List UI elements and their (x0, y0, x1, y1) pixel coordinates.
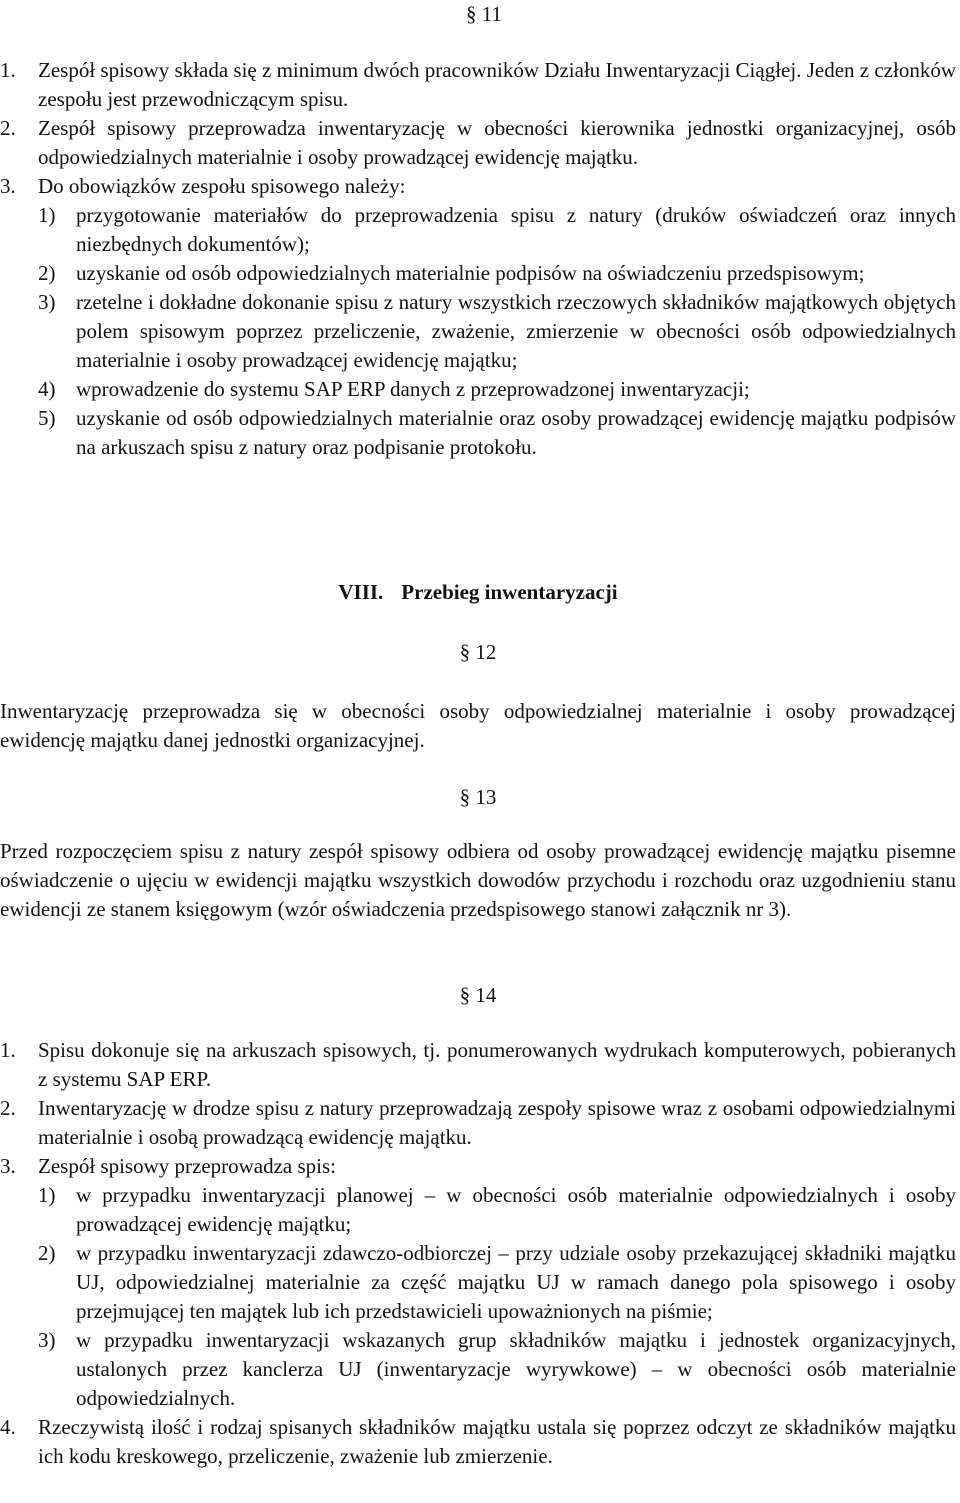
sublist-item-number: 3) (38, 290, 56, 314)
sublist-item-number: 1) (38, 203, 56, 227)
list-item-text: Zespół spisowy przeprowadza spis: (38, 1154, 337, 1178)
list-item (0, 1036, 956, 1094)
sublist-item-text: wprowadzenie do systemu SAP ERP danych z przeprowadzonej inwentaryzacji; (76, 377, 750, 401)
list-item-number: 2. (0, 116, 16, 140)
list-item-number: 3. (0, 174, 16, 198)
sublist-item (38, 288, 956, 375)
sublist (38, 201, 956, 462)
list-item-text: Zespół spisowy przeprowadza inwentaryzację w obecności kierownika jednostki organizacyjnej, osób odpowiedzialnych materialnie i osoby prowadzącej ewidencję majątku. (38, 116, 956, 169)
section-12-text: Inwentaryzację przeprowadza się w obecności osoby odpowiedzialnej materialnie i osoby prowadzącej ewidencję majątku danej jednostki organizacyjnej. (0, 699, 956, 752)
chapter-heading: Przebieg inwentaryzacji (401, 580, 618, 604)
list-item (0, 1094, 956, 1152)
list-item (0, 1413, 956, 1471)
section-14-heading: § 14 (459, 983, 497, 1007)
list-item-text: Zespół spisowy składa się z minimum dwóch pracowników Działu Inwentaryzacji Ciągłej. Jeden z członków zespołu jest przewodniczącym spisu. (38, 58, 956, 111)
section-13-text: Przed rozpoczęciem spisu z natury zespół spisowy odbiera od osoby prowadzącej ewidencję majątku pisemne oświadczenie o ujęciu w ewidencji majątku wszystkich dowodów przychodu i rozchodu oraz uzgodnieniu stanu ewidencji ze stanem księgowym (wzór oświadczenia przedspisowego stanowi załącznik nr 3). (0, 839, 956, 921)
sublist-item (38, 201, 956, 259)
list-item-text: Do obowiązków zespołu spisowego należy: (38, 174, 406, 198)
sublist-item-text: w przypadku inwentaryzacji zdawczo-odbiorczej – przy udziale osoby przekazującej składniki majątku UJ, odpowiedzialnej materialnie za część majątku UJ w ramach danego pola spisowego i osoby przejmującej ten majątek lub ich przedstawicieli upoważnionych na piśmie; (76, 1241, 956, 1323)
list-item-number: 1. (0, 1038, 16, 1062)
list-item-text: Rzeczywistą ilość i rodzaj spisanych składników majątku ustala się poprzez odczyt ze składników majątku ich kodu kreskowego, przeliczenie, zważenie lub zmierzenie. (38, 1415, 956, 1468)
section-14 (0, 1036, 956, 1471)
list-item (0, 172, 956, 201)
list-item-number: 2. (0, 1096, 16, 1120)
sublist-item (38, 1239, 956, 1326)
sublist-item (38, 259, 956, 288)
chapter-title (0, 578, 956, 607)
sublist-item (38, 375, 956, 404)
sublist (38, 1181, 956, 1413)
sublist-item-number: 5) (38, 406, 56, 430)
list-item (0, 56, 956, 114)
sublist-item-number: 1) (38, 1183, 56, 1207)
list-item-text: Inwentaryzację w drodze spisu z natury przeprowadzają zespoły spisowe wraz z osobami odpowiedzialnymi materialnie i osobą prowadzącą ewidencję majątku. (38, 1096, 956, 1149)
sublist-item-text: w przypadku inwentaryzacji wskazanych grup składników majątku i jednostek organizacyjnych, ustalonych przez kanclerza UJ (inwentaryzacje wyrywkowe) – w obecności osób materialnie odpowiedzialnych. (76, 1328, 956, 1410)
sublist-item-text: w przypadku inwentaryzacji planowej – w obecności osób materialnie odpowiedzialnych i osoby prowadzącej ewidencję majątku; (76, 1183, 956, 1236)
sublist-item-text: uzyskanie od osób odpowiedzialnych materialnie podpisów na oświadczeniu przedspisowym; (76, 261, 865, 285)
sublist-item-number: 4) (38, 377, 56, 401)
sublist-item (38, 1326, 956, 1413)
sublist-item (38, 404, 956, 462)
list-item-number: 4. (0, 1415, 16, 1439)
sublist-item-number: 2) (38, 1241, 56, 1265)
list-item (0, 114, 956, 172)
sublist-item-text: przygotowanie materiałów do przeprowadzenia spisu z natury (druków oświadczeń oraz innych niezbędnych dokumentów); (76, 203, 956, 256)
list-item-number: 1. (0, 58, 16, 82)
section-11 (0, 0, 956, 462)
sublist-item-text: rzetelne i dokładne dokonanie spisu z natury wszystkich rzeczowych składników majątkowych objętych polem spisowym poprzez przeliczenie, zważenie, zmierzenie w obecności osób odpowiedzialnych materialnie i osoby prowadzącej ewidencję majątku; (76, 290, 956, 372)
sublist-item-number: 2) (38, 261, 56, 285)
list-item-number: 3. (0, 1154, 16, 1178)
sublist-item (38, 1181, 956, 1239)
sublist-item-number: 3) (38, 1328, 56, 1352)
section-12-heading: § 12 (459, 640, 497, 664)
list-item (0, 1152, 956, 1181)
section-11-heading: § 11 (466, 2, 502, 26)
sublist-item-text: uzyskanie od osób odpowiedzialnych materialnie oraz osoby prowadzącej ewidencję majątku podpisów na arkuszach spisu z natury oraz podpisanie protokołu. (76, 406, 956, 459)
section-13-heading: § 13 (459, 785, 497, 809)
chapter-number: VIII. (338, 580, 384, 604)
list-item-text: Spisu dokonuje się na arkuszach spisowych, tj. ponumerowanych wydrukach komputerowych, pobieranych z systemu SAP ERP. (38, 1038, 956, 1091)
